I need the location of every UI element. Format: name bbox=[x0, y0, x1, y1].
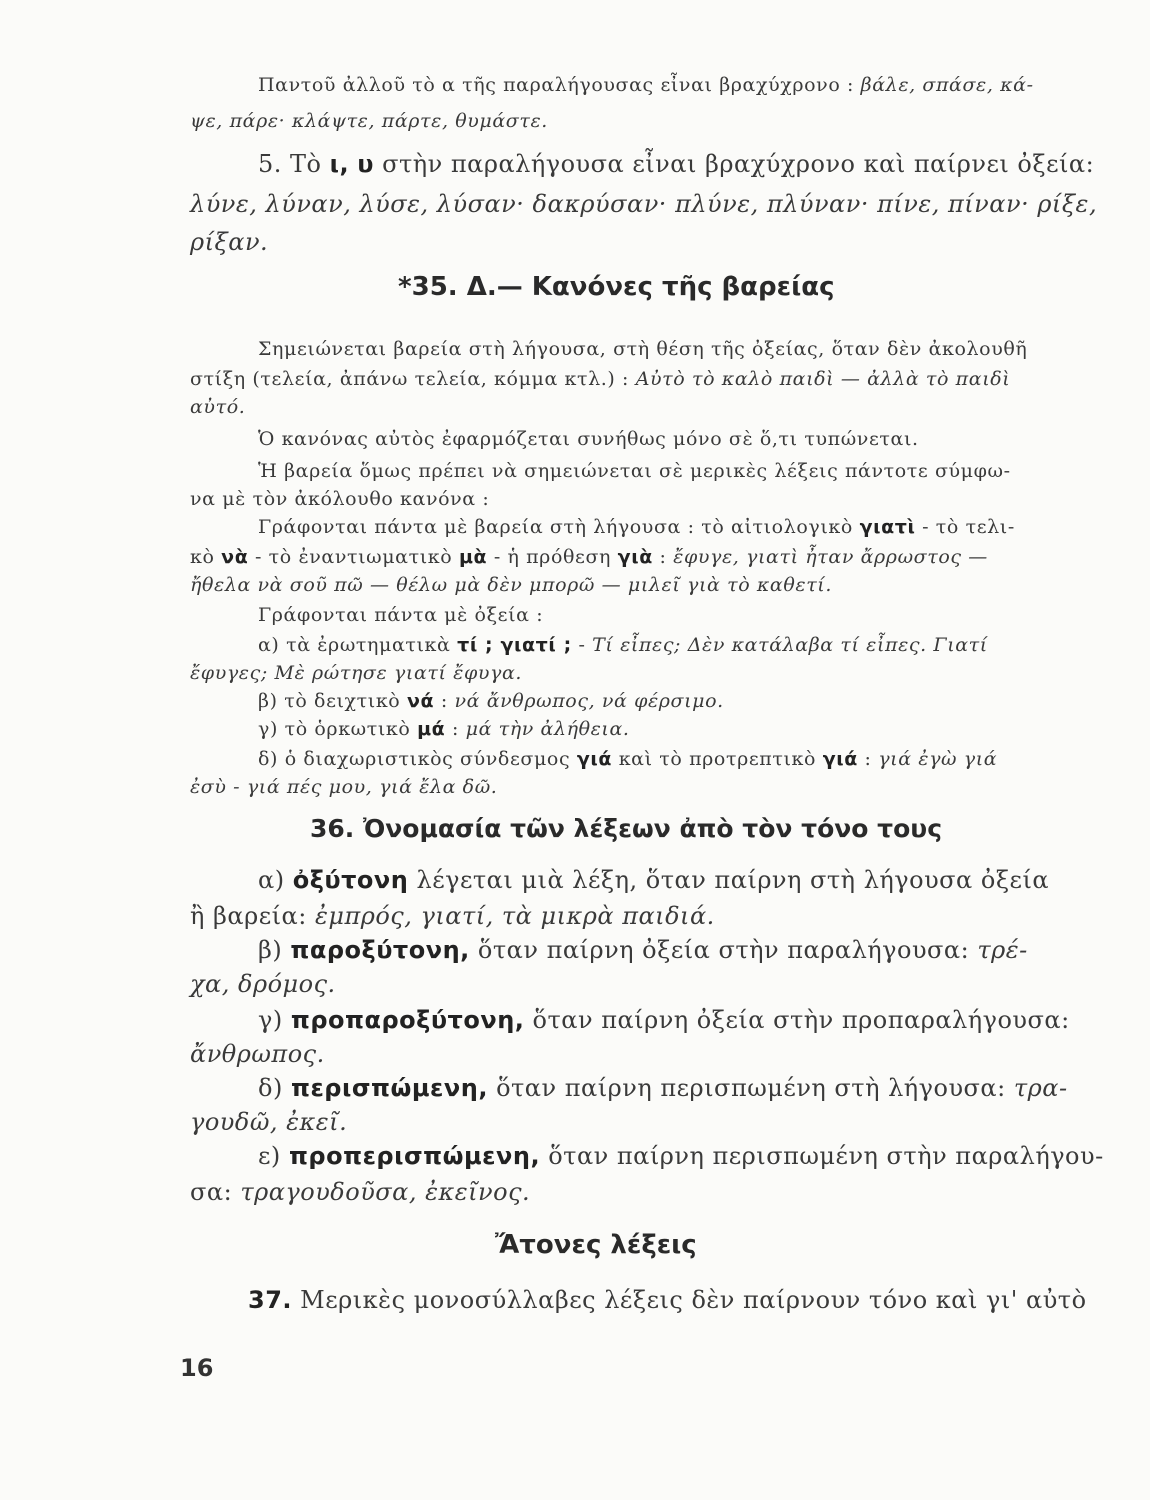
paragraph-number: 37. bbox=[248, 1286, 293, 1314]
text: γ) τὸ ὁρκωτικὸ bbox=[258, 718, 411, 740]
bold-term: υ bbox=[357, 150, 374, 178]
s35-p1-line2 bbox=[190, 368, 1010, 390]
text: - ἡ πρόθεση bbox=[493, 546, 612, 568]
text: ε) bbox=[258, 1142, 281, 1170]
s35-p1-line1: Σημειώνεται βαρεία στὴ λήγουσα, στὴ θέση τῆς ὀξείας, ὅταν δὲν ἀκολουθῆ bbox=[258, 338, 1028, 360]
s36-d-line1 bbox=[258, 1074, 1068, 1102]
example-text: βάλε, σπάσε, κά- bbox=[860, 74, 1034, 96]
bold-term: γιά bbox=[822, 748, 858, 770]
s35-p2: Ὁ κανόνας αὐτὸς ἐφαρμόζεται συνήθως μόνο σὲ ὅ,τι τυπώνεται. bbox=[258, 428, 919, 450]
s35-p3-line1: Ἡ βαρεία ὅμως πρέπει νὰ σημειώνεται σὲ μερικὲς λέξεις πάντοτε σύμφω- bbox=[258, 460, 1011, 482]
text: : bbox=[659, 546, 667, 568]
text: δ) ὁ διαχωριστικὸς σύνδεσμος bbox=[258, 748, 571, 770]
s35-p4-line2 bbox=[190, 546, 988, 568]
s36-a-line1 bbox=[258, 866, 1049, 894]
example-text: γιά ἐγὼ γιά bbox=[878, 748, 998, 770]
bold-term: γιατὶ bbox=[859, 516, 916, 538]
bold-term: προπερισπώμενη, bbox=[288, 1142, 541, 1170]
example-text: ἐμπρός, γιατί, τὰ μικρὰ παιδιά. bbox=[314, 902, 715, 930]
s36-b-line1 bbox=[258, 936, 1028, 964]
text: - τὸ ἐναντιωματικὸ bbox=[255, 546, 453, 568]
para34-line2: ψε, πάρε· κλάψτε, πάρτε, θυμάστε. bbox=[190, 110, 548, 132]
bold-term: γιὰ bbox=[617, 546, 653, 568]
bold-term: ι, bbox=[329, 150, 350, 178]
s35-d-line2: ἐσὺ - γιά πές μου, γιά ἔλα δῶ. bbox=[190, 776, 498, 798]
text: ὅταν παίρνη ὀξεία στὴν παραλήγουσα: bbox=[477, 936, 970, 964]
s36-d-line2: γουδῶ, ἐκεῖ. bbox=[190, 1108, 348, 1136]
text: : bbox=[451, 718, 459, 740]
example-text: Αὐτὸ τὸ καλὸ παιδὶ — ἀλλὰ τὸ παιδὶ bbox=[635, 368, 1011, 390]
para34-line1 bbox=[258, 74, 1034, 96]
s35-b bbox=[258, 690, 724, 712]
section-37-title: Ἄτονες λέξεις bbox=[495, 1230, 697, 1260]
bold-term: γιά bbox=[576, 748, 613, 770]
s35-p4-line3: ἤθελα νὰ σοῦ πῶ — θέλω μὰ δὲν μπορῶ — μιλεῖ γιὰ τὸ καθετί. bbox=[190, 574, 832, 596]
s36-e-line2 bbox=[190, 1178, 530, 1206]
item5-line1 bbox=[258, 150, 1094, 178]
example-text: μά τὴν ἀλήθεια. bbox=[465, 718, 630, 740]
s35-d-line1 bbox=[258, 748, 997, 770]
text: α) bbox=[258, 866, 285, 894]
text: β) τὸ δειχτικὸ bbox=[258, 690, 401, 712]
bold-term: περισπώμενη, bbox=[290, 1074, 488, 1102]
text: λέγεται μιὰ λέξη, ὅταν παίρνη στὴ λήγουσα ὀξεία bbox=[416, 866, 1050, 894]
example-text: τρέ- bbox=[977, 936, 1028, 964]
bold-term: ὀξύτονη bbox=[292, 866, 409, 894]
bold-term: παροξύτονη, bbox=[290, 936, 470, 964]
text: καὶ τὸ προτρεπτικὸ bbox=[618, 748, 817, 770]
section-36-title: 36. Ὀνομασία τῶν λέξεων ἀπὸ τὸν τόνο τους bbox=[310, 814, 943, 843]
text: - bbox=[578, 634, 586, 656]
s35-p3-line2: να μὲ τὸν ἀκόλουθο κανόνα : bbox=[190, 488, 490, 510]
s35-a-line1 bbox=[258, 634, 988, 656]
bold-term: μά bbox=[417, 718, 446, 740]
example-text: νά ἄνθρωπος, νά φέρσιμο. bbox=[454, 690, 724, 712]
s36-b-line2: χα, δρόμος. bbox=[190, 970, 336, 998]
page-number: 16 bbox=[180, 1354, 214, 1382]
text: δ) bbox=[258, 1074, 283, 1102]
bold-term: μὰ bbox=[458, 546, 488, 568]
s36-c-line2: ἄνθρωπος. bbox=[190, 1040, 325, 1068]
s36-a-line2 bbox=[190, 902, 715, 930]
text: ὅταν παίρνη ὀξεία στὴν προπαραλήγουσα: bbox=[532, 1006, 1070, 1034]
s35-c bbox=[258, 718, 630, 740]
s35-p4-line1 bbox=[258, 516, 1015, 538]
item5-line2: λύνε, λύναν, λύσε, λύσαν· δακρύσαν· πλύνε, πλύναν· πίνε, πίναν· ρίξε, bbox=[190, 190, 1098, 218]
example-text: Τί εἶπες; Δὲν κατάλαβα τί εἶπες. Γιατί bbox=[592, 634, 988, 656]
text: ἢ βαρεία: bbox=[190, 902, 307, 930]
item5-line3: ρίξαν. bbox=[190, 228, 269, 256]
bold-term: νά bbox=[407, 690, 435, 712]
text: β) bbox=[258, 936, 283, 964]
example-text: τραγουδοῦσα, ἐκεῖνος. bbox=[240, 1178, 531, 1206]
s35-p5: Γράφονται πάντα μὲ ὀξεία : bbox=[258, 604, 544, 626]
text: στὴν παραλήγουσα εἶναι βραχύχρονο καὶ παίρνει ὀξεία: bbox=[382, 150, 1095, 178]
example-text: τρα- bbox=[1013, 1074, 1068, 1102]
bold-term: νὰ bbox=[221, 546, 249, 568]
text: ὅταν παίρνη περισπωμένη στὴ λήγουσα: bbox=[496, 1074, 1006, 1102]
s37-line1 bbox=[248, 1286, 1087, 1314]
bold-term: τί ; γιατί ; bbox=[457, 634, 572, 656]
section-35-title: *35. Δ.— Κανόνες τῆς βαρείας bbox=[398, 272, 835, 302]
text: - τὸ τελι- bbox=[922, 516, 1015, 538]
text: : bbox=[440, 690, 448, 712]
text: κὸ bbox=[190, 546, 215, 568]
text: α) τὰ ἐρωτηματικὰ bbox=[258, 634, 451, 656]
text: Γράφονται πάντα μὲ βαρεία στὴ λήγουσα : τὸ αἰτιολογικὸ bbox=[258, 516, 853, 538]
s36-c-line1 bbox=[258, 1006, 1070, 1034]
s35-p1-line3: αὐτό. bbox=[190, 396, 246, 418]
text: : bbox=[864, 748, 872, 770]
text: 5. Τὸ bbox=[258, 150, 322, 178]
s35-a-line2: ἔφυγες; Μὲ ρώτησε γιατί ἔφυγα. bbox=[190, 662, 523, 684]
s36-e-line1 bbox=[258, 1142, 1104, 1170]
text: Μερικὲς μονοσύλλαβες λέξεις δὲν παίρνουν τόνο καὶ γι' αὐτὸ bbox=[300, 1286, 1087, 1314]
bold-term: προπαροξύτονη, bbox=[290, 1006, 525, 1034]
example-text: ἔφυγε, γιατὶ ἦταν ἄρρωστος — bbox=[673, 546, 988, 568]
text: στίξη (τελεία, ἀπάνω τελεία, κόμμα κτλ.) : bbox=[190, 368, 630, 390]
text: σα: bbox=[190, 1178, 233, 1206]
text: γ) bbox=[258, 1006, 283, 1034]
text: Παντοῦ ἀλλοῦ τὸ α τῆς παραλήγουσας εἶναι βραχύχρονο : bbox=[258, 74, 855, 96]
text: ὅταν παίρνη περισπωμένη στὴν παραλήγου- bbox=[548, 1142, 1104, 1170]
